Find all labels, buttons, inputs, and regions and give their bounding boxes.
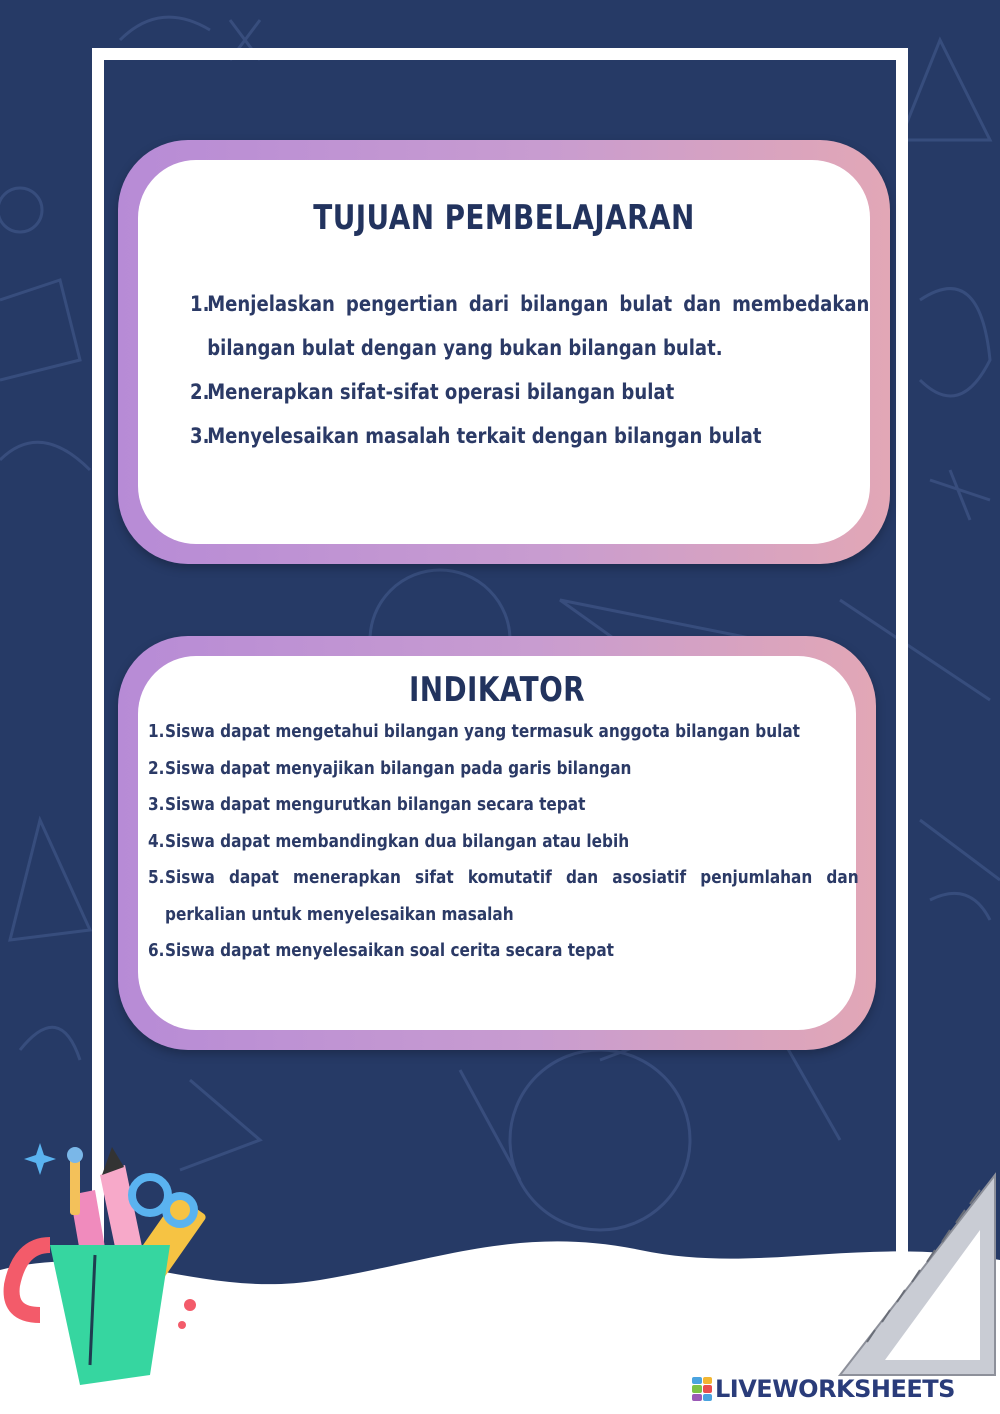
indicators-list <box>148 714 859 970</box>
list-item-number: 4. <box>148 830 165 852</box>
objectives-title: TUJUAN PEMBELAJARAN <box>313 198 695 238</box>
indicators-card <box>118 636 876 1050</box>
list-item-text: Siswa dapat mengurutkan bilangan secara tepat <box>165 794 586 815</box>
list-item <box>148 714 859 751</box>
liveworksheets-logo-icon <box>692 1377 712 1401</box>
list-item <box>190 282 869 370</box>
objectives-card <box>118 140 890 564</box>
list-item <box>190 370 869 414</box>
list-item-text: Menjelaskan pengertian dari bilangan bulat dan membedakan bilangan bulat dengan yang bukan bilangan bulat. <box>207 292 870 360</box>
objectives-card-inner <box>138 160 870 544</box>
list-item-number: 5. <box>148 867 165 888</box>
list-item <box>148 751 859 788</box>
list-item <box>148 824 859 861</box>
logo-text: LIVEWORKSHEETS <box>715 1375 955 1403</box>
list-item <box>148 787 859 824</box>
list-item-number: 1. <box>148 721 165 742</box>
list-item-number: 2. <box>190 380 210 404</box>
list-item-text: Menerapkan sifat-sifat operasi bilangan bulat <box>207 380 675 404</box>
set-square-ruler-icon <box>830 1170 1000 1380</box>
list-item-text: Siswa dapat menyelesaikan soal cerita secara tepat <box>165 940 614 961</box>
list-item <box>148 860 859 933</box>
indicators-title: INDIKATOR <box>408 670 586 710</box>
list-item-number: 3. <box>148 794 165 815</box>
list-item <box>190 414 869 458</box>
list-item <box>148 933 859 970</box>
list-item-number: 3. <box>190 424 210 448</box>
list-item-text: Siswa dapat membandingkan dua bilangan atau lebih <box>165 830 630 852</box>
liveworksheets-logo <box>692 1374 955 1404</box>
list-item-text: Siswa dapat mengetahui bilangan yang termasuk anggota bilangan bulat <box>165 721 800 742</box>
list-item-number: 6. <box>148 940 165 961</box>
list-item-text: Siswa dapat menerapkan sifat komutatif dan asosiatif penjumlahan dan perkalian untuk menyelesaikan masalah <box>165 867 859 925</box>
indicators-card-inner <box>138 656 859 1030</box>
list-item-text: Menyelesaikan masalah terkait dengan bilangan bulat <box>207 424 762 448</box>
list-item-text: Siswa dapat menyajikan bilangan pada garis bilangan <box>165 757 632 779</box>
list-item-number: 2. <box>148 757 165 779</box>
objectives-list <box>190 282 869 458</box>
list-item-number: 1. <box>190 292 210 316</box>
stationery-cup-icon <box>0 1135 240 1395</box>
